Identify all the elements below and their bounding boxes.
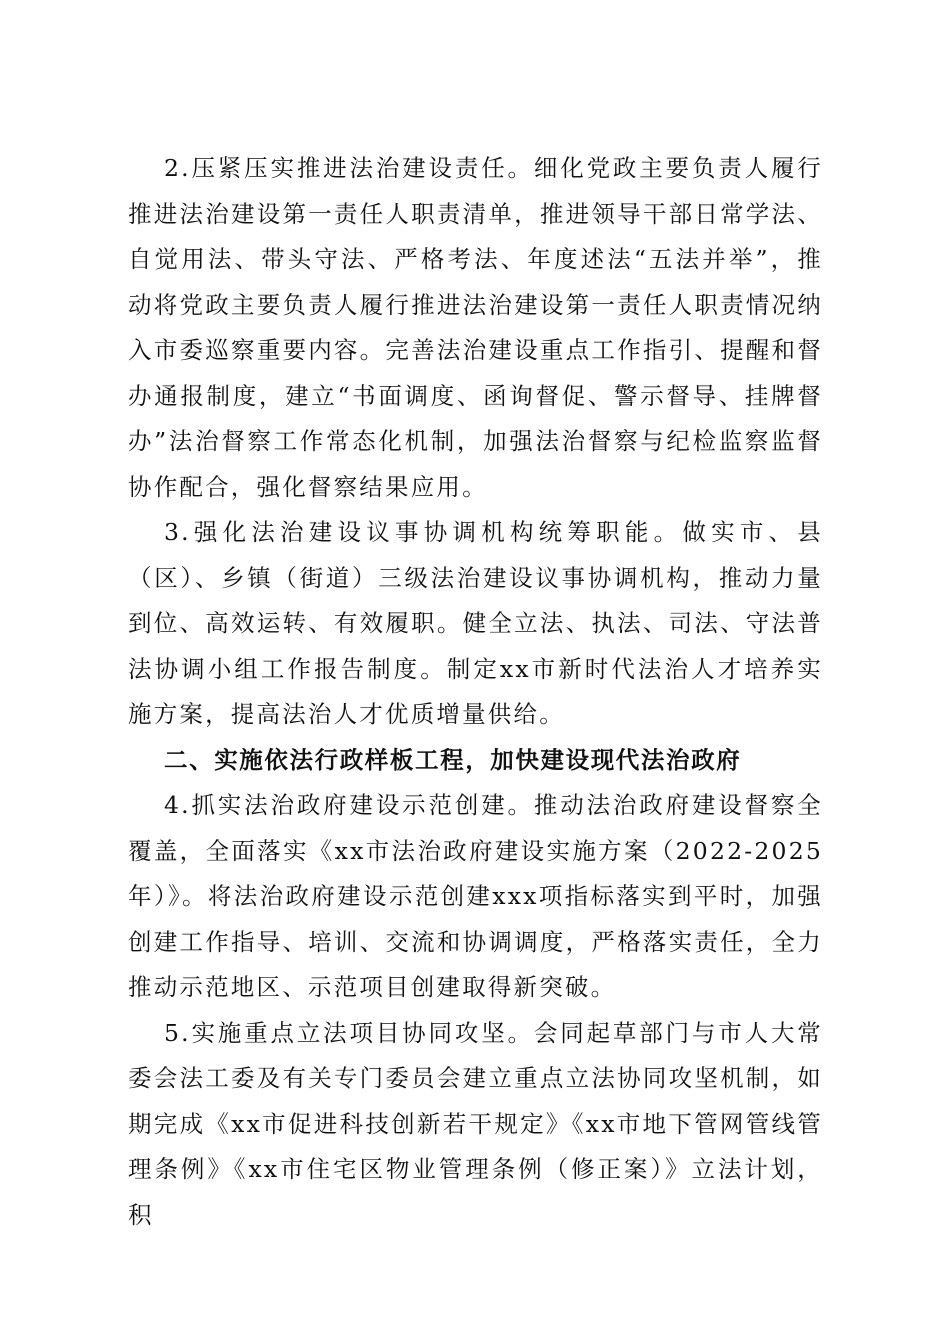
section-heading-2: 二、实施依法行政样板工程，加快建设现代法治政府 — [164, 745, 742, 774]
paragraph-item-5: 5.实施重点立法项目协同攻坚。会同起草部门与市人大常委会法工委及有关专门委员会建立重点立法协同攻坚机制，如期完成《xx市促进科技创新若干规定》《xx市地下管网管线管理条例》《xx市住宅区物业管理条例（修正案）》立法计划，积 — [128, 1018, 823, 1229]
paragraph-item-4: 4.抓实法治政府建设示范创建。推动法治政府建设督察全覆盖，全面落实《xx市法治政府建设实施方案（2022-2025年）》。将法治政府建设示范创建xxx项指标落实到平时，加强创建工作指导、培训、交流和协调调度，严格落实责任，全力推动示范地区、示范项目创建取得新突破。 — [128, 791, 823, 1001]
document-page — [128, 146, 823, 1238]
paragraph-item-3: 3.强化法治建设议事协调机构统筹职能。做实市、县（区）、乡镇（街道）三级法治建设议事协调机构，推动力量到位、高效运转、有效履职。健全立法、执法、司法、守法普法协调小组工作报告制度。制定xx市新时代法治人才培养实施方案，提高法治人才优质增量供给。 — [128, 518, 823, 728]
paragraph-item-2: 2.压紧压实推进法治建设责任。细化党政主要负责人履行推进法治建设第一责任人职责清单，推进领导干部日常学法、自觉用法、带头守法、严格考法、年度述法“五法并举”，推动将党政主要负责人履行推进法治建设第一责任人职责情况纳入市委巡察重要内容。完善法治建设重点工作指引、提醒和督办通报制度，建立“书面调度、函询督促、警示督导、挂牌督办”法治督察工作常态化机制，加强法治督察与纪检监察监督协作配合，强化督察结果应用。 — [128, 154, 823, 501]
